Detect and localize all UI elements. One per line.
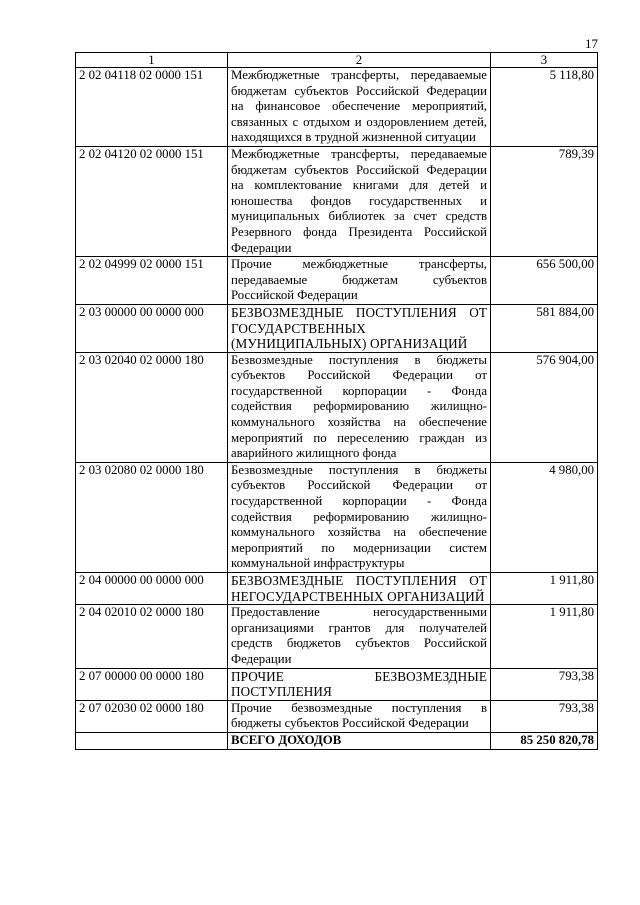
item-name: Прочие межбюджетные трансферты, передаваемые бюджетам субъектов Российской Федерации bbox=[228, 257, 491, 305]
column-header-code: 1 bbox=[76, 53, 228, 68]
page-number: 17 bbox=[585, 36, 598, 51]
item-amount: 4 980,00 bbox=[491, 462, 598, 572]
item-amount: 789,39 bbox=[491, 146, 598, 256]
budget-code: 2 02 04120 02 0000 151 bbox=[76, 146, 228, 256]
budget-code: 2 03 02080 02 0000 180 bbox=[76, 462, 228, 572]
table-row bbox=[76, 352, 598, 462]
budget-code: 2 04 00000 00 0000 000 bbox=[76, 573, 228, 605]
item-amount: 581 884,00 bbox=[491, 304, 598, 352]
total-label: ВСЕГО ДОХОДОВ bbox=[228, 732, 491, 749]
table-row bbox=[76, 573, 598, 605]
item-amount: 1 911,80 bbox=[491, 605, 598, 668]
column-header-name: 2 bbox=[228, 53, 491, 68]
item-name: ПРОЧИЕ БЕЗВОЗМЕЗДНЫЕ ПОСТУПЛЕНИЯ bbox=[228, 668, 491, 700]
budget-code: 2 03 02040 02 0000 180 bbox=[76, 352, 228, 462]
item-name: Безвозмездные поступления в бюджеты субъектов Российской Федерации от государственной корпорации - Фонда содействия реформированию жилищно-коммунального хозяйства на обеспечение мероприятий по переселению граждан из аварийного жилищного фонда bbox=[228, 352, 491, 462]
item-name: БЕЗВОЗМЕЗДНЫЕ ПОСТУПЛЕНИЯ ОТ ГОСУДАРСТВЕННЫХ (МУНИЦИПАЛЬНЫХ) ОРГАНИЗАЦИЙ bbox=[228, 304, 491, 352]
budget-code: 2 02 04118 02 0000 151 bbox=[76, 68, 228, 147]
item-name: Прочие безвозмездные поступления в бюджеты субъектов Российской Федерации bbox=[228, 700, 491, 732]
table-row bbox=[76, 605, 598, 668]
total-amount: 85 250 820,78 bbox=[491, 732, 598, 749]
table-row bbox=[76, 668, 598, 700]
column-header-amount: 3 bbox=[491, 53, 598, 68]
item-name: Безвозмездные поступления в бюджеты субъектов Российской Федерации от государственной корпорации - Фонда содействия реформированию жилищно-коммунального хозяйства на обеспечение мероприятий по модернизации систем коммунальной инфраструктуры bbox=[228, 462, 491, 572]
budget-code: 2 07 02030 02 0000 180 bbox=[76, 700, 228, 732]
table-header-row bbox=[76, 53, 598, 68]
revenue-table bbox=[75, 52, 598, 750]
table-row bbox=[76, 700, 598, 732]
total-code bbox=[76, 732, 228, 749]
item-name: Межбюджетные трансферты, передаваемые бюджетам субъектов Российской Федерации на финансовое обеспечение мероприятий, связанных с отдыхом и оздоровлением детей, находящихся в трудной жизненной ситуации bbox=[228, 68, 491, 147]
table-row bbox=[76, 257, 598, 305]
item-amount: 576 904,00 bbox=[491, 352, 598, 462]
item-name: БЕЗВОЗМЕЗДНЫЕ ПОСТУПЛЕНИЯ ОТ НЕГОСУДАРСТВЕННЫХ ОРГАНИЗАЦИЙ bbox=[228, 573, 491, 605]
item-amount: 5 118,80 bbox=[491, 68, 598, 147]
item-amount: 1 911,80 bbox=[491, 573, 598, 605]
table-row bbox=[76, 68, 598, 147]
table-row bbox=[76, 462, 598, 572]
budget-code: 2 02 04999 02 0000 151 bbox=[76, 257, 228, 305]
table-row bbox=[76, 304, 598, 352]
budget-code: 2 04 02010 02 0000 180 bbox=[76, 605, 228, 668]
item-name: Межбюджетные трансферты, передаваемые бюджетам субъектов Российской Федерации на комплектование книгами для детей и юношества фондов государственных и муниципальных библиотек за счет средств Резервного фонда Президента Российской Федерации bbox=[228, 146, 491, 256]
total-row bbox=[76, 732, 598, 749]
table-row bbox=[76, 146, 598, 256]
budget-code: 2 03 00000 00 0000 000 bbox=[76, 304, 228, 352]
item-amount: 793,38 bbox=[491, 668, 598, 700]
item-amount: 793,38 bbox=[491, 700, 598, 732]
item-name: Предоставление негосударственными организациями грантов для получателей средств бюджетов субъектов Российской Федерации bbox=[228, 605, 491, 668]
budget-code: 2 07 00000 00 0000 180 bbox=[76, 668, 228, 700]
item-amount: 656 500,00 bbox=[491, 257, 598, 305]
